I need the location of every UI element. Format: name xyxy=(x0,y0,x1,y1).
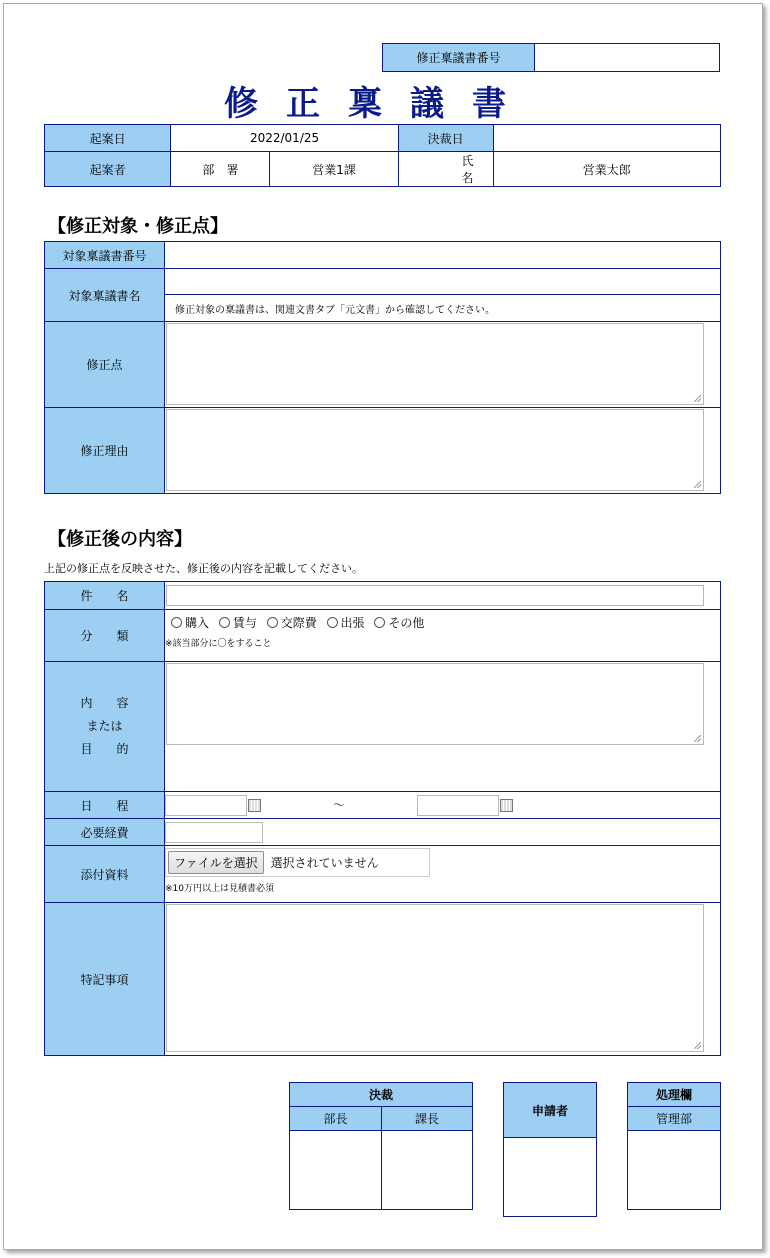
name-value[interactable]: 営業太郎 xyxy=(493,152,720,187)
section-chief-stamp[interactable] xyxy=(382,1131,473,1210)
schedule-end-input[interactable] xyxy=(417,795,499,816)
processing-label: 処理欄 xyxy=(628,1083,721,1107)
target-number-label: 対象稟議書番号 xyxy=(45,242,165,269)
content-table xyxy=(44,581,721,1056)
target-number-field[interactable] xyxy=(165,242,721,269)
calendar-icon[interactable] xyxy=(500,799,513,812)
decision-date-label: 決裁日 xyxy=(398,125,493,152)
file-picker xyxy=(165,848,430,877)
name-label: 氏 名 xyxy=(461,152,493,187)
content-label: 内 容 または 目 的 xyxy=(45,662,165,792)
radio-icon[interactable] xyxy=(327,617,338,628)
page-title: 修正稟議書 xyxy=(224,84,534,124)
category-option-entertainment[interactable]: 交際費 xyxy=(261,616,317,630)
radio-icon[interactable] xyxy=(171,617,182,628)
section-content-heading: 【修正後の内容】 xyxy=(48,529,192,550)
content-textarea[interactable] xyxy=(166,663,704,745)
calendar-icon[interactable] xyxy=(248,799,261,812)
attachment-note: ※10万円以上は見積書必須 xyxy=(165,884,274,894)
category-radio-group xyxy=(165,614,720,631)
schedule-start-input[interactable] xyxy=(165,795,247,816)
category-option-other[interactable]: その他 xyxy=(368,616,424,630)
category-option-trip[interactable]: 出張 xyxy=(321,616,365,630)
target-note: 修正対象の稟議書は、関連文書タブ「元文書」から確認してください。 xyxy=(165,295,721,322)
remarks-textarea[interactable] xyxy=(166,904,704,1052)
section-fix-heading: 【修正対象・修正点】 xyxy=(48,216,228,237)
schedule-label: 日 程 xyxy=(45,792,165,819)
attachment-label: 添付資料 xyxy=(45,846,165,903)
target-name-field[interactable] xyxy=(165,269,721,295)
fix-point-label: 修正点 xyxy=(45,322,165,408)
decision-date-value[interactable] xyxy=(493,125,720,152)
target-name-label: 対象稟議書名 xyxy=(45,269,165,322)
info-table xyxy=(44,124,721,187)
fix-point-textarea[interactable] xyxy=(166,323,704,405)
file-select-button[interactable]: ファイルを選択 xyxy=(168,851,264,874)
category-option-bonus[interactable]: 賃与 xyxy=(213,616,257,630)
doc-number-field[interactable] xyxy=(535,44,720,72)
applicant-stamp-box xyxy=(503,1082,597,1217)
category-label: 分 類 xyxy=(45,610,165,662)
cost-input[interactable] xyxy=(165,822,263,843)
fix-target-table xyxy=(44,241,721,494)
radio-icon[interactable] xyxy=(219,617,230,628)
category-option-purchase[interactable]: 購入 xyxy=(165,616,209,630)
decision-stamp-box xyxy=(289,1082,473,1210)
applicant-stamp[interactable] xyxy=(504,1138,597,1217)
document-page xyxy=(3,3,763,1250)
fix-reason-label: 修正理由 xyxy=(45,408,165,494)
applicant-label: 申請者 xyxy=(504,1083,597,1138)
draft-date-value[interactable]: 2022/01/25 xyxy=(171,125,398,152)
subject-input[interactable] xyxy=(166,585,704,606)
remarks-label: 特記事項 xyxy=(45,903,165,1056)
subject-label: 件 名 xyxy=(45,582,165,610)
manager-stamp[interactable] xyxy=(290,1131,382,1210)
admin-stamp[interactable] xyxy=(628,1131,721,1210)
admin-label: 管理部 xyxy=(628,1107,721,1131)
section-chief-label: 課長 xyxy=(382,1107,473,1131)
decision-label: 決裁 xyxy=(290,1083,473,1107)
radio-icon[interactable] xyxy=(267,617,278,628)
file-status: 選択されていません xyxy=(270,856,379,870)
category-note: ※該当部分に〇をすること xyxy=(165,639,272,649)
processing-stamp-box xyxy=(627,1082,721,1210)
draft-date-label: 起案日 xyxy=(45,125,171,152)
radio-icon[interactable] xyxy=(374,617,385,628)
doc-number-label: 修正稟議書番号 xyxy=(383,44,535,72)
manager-label: 部長 xyxy=(290,1107,382,1131)
dept-label: 部 署 xyxy=(171,152,270,187)
section-content-intro: 上記の修正点を反映させた、修正後の内容を記載してください。 xyxy=(44,562,363,575)
drafter-label: 起案者 xyxy=(45,152,171,187)
dept-value[interactable]: 営業1課 xyxy=(270,152,398,187)
fix-reason-textarea[interactable] xyxy=(166,409,704,491)
schedule-separator: ～ xyxy=(332,797,345,812)
doc-number-box xyxy=(382,43,720,72)
cost-label: 必要経費 xyxy=(45,819,165,846)
